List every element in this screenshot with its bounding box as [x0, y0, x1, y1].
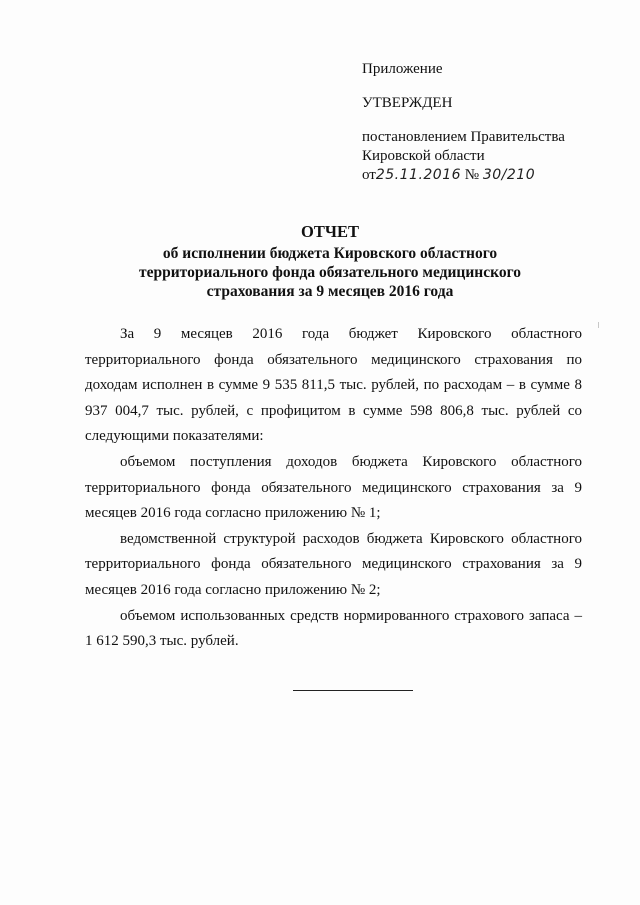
- report-subtitle-line-3: страхования за 9 месяцев 2016 года: [206, 283, 454, 300]
- appendix-label: Приложение: [362, 61, 443, 77]
- report-subtitle-line-1: об исполнении бюджета Кировского областного: [162, 245, 498, 262]
- approved-label: УТВЕРЖДЕН: [362, 95, 453, 111]
- number-sign: №: [464, 167, 480, 183]
- paragraph-expenses: ведомственной структурой расходов бюджета Кировского областного территориального фонда обязательного медицинского страхования за 9 месяцев 2016 года согласно приложению № 2;: [85, 530, 582, 598]
- handwritten-date: 25.11.2016: [375, 167, 462, 183]
- report-title-block: [80, 222, 580, 301]
- date-prefix: от: [362, 167, 376, 183]
- report-body: [85, 322, 582, 655]
- decree-line-1: постановлением Правительства: [362, 129, 565, 145]
- paragraph-revenue: объемом поступления доходов бюджета Кировского областного территориального фонда обязательного медицинского страхования за 9 месяцев 2016 года согласно приложению № 1;: [85, 453, 582, 522]
- handwritten-number: 30/210: [482, 167, 536, 183]
- paragraph-summary: За 9 месяцев 2016 года бюджет Кировского областного территориального фонда обязательного медицинского страхования по доходам исполнен в сумме 9 535 811,5 тыс. рублей, по расходам – в сумме 8 937 004,7 тыс. рублей, с профицитом в сумме 598 806,8 тыс. рублей со следующими показателями:: [85, 326, 582, 445]
- report-title: ОТЧЕТ: [301, 222, 359, 241]
- paragraph-reserve: объемом использованных средств нормированного страхового запаса – 1 612 590,3 тыс. рублей.: [85, 607, 582, 650]
- approval-block: [362, 60, 612, 185]
- decree-date-line: [362, 166, 612, 185]
- closing-divider: [293, 690, 413, 691]
- decree-line-2: Кировской области: [362, 148, 485, 164]
- report-subtitle-line-2: территориального фонда обязательного медицинского: [139, 264, 521, 281]
- margin-mark: [598, 322, 599, 328]
